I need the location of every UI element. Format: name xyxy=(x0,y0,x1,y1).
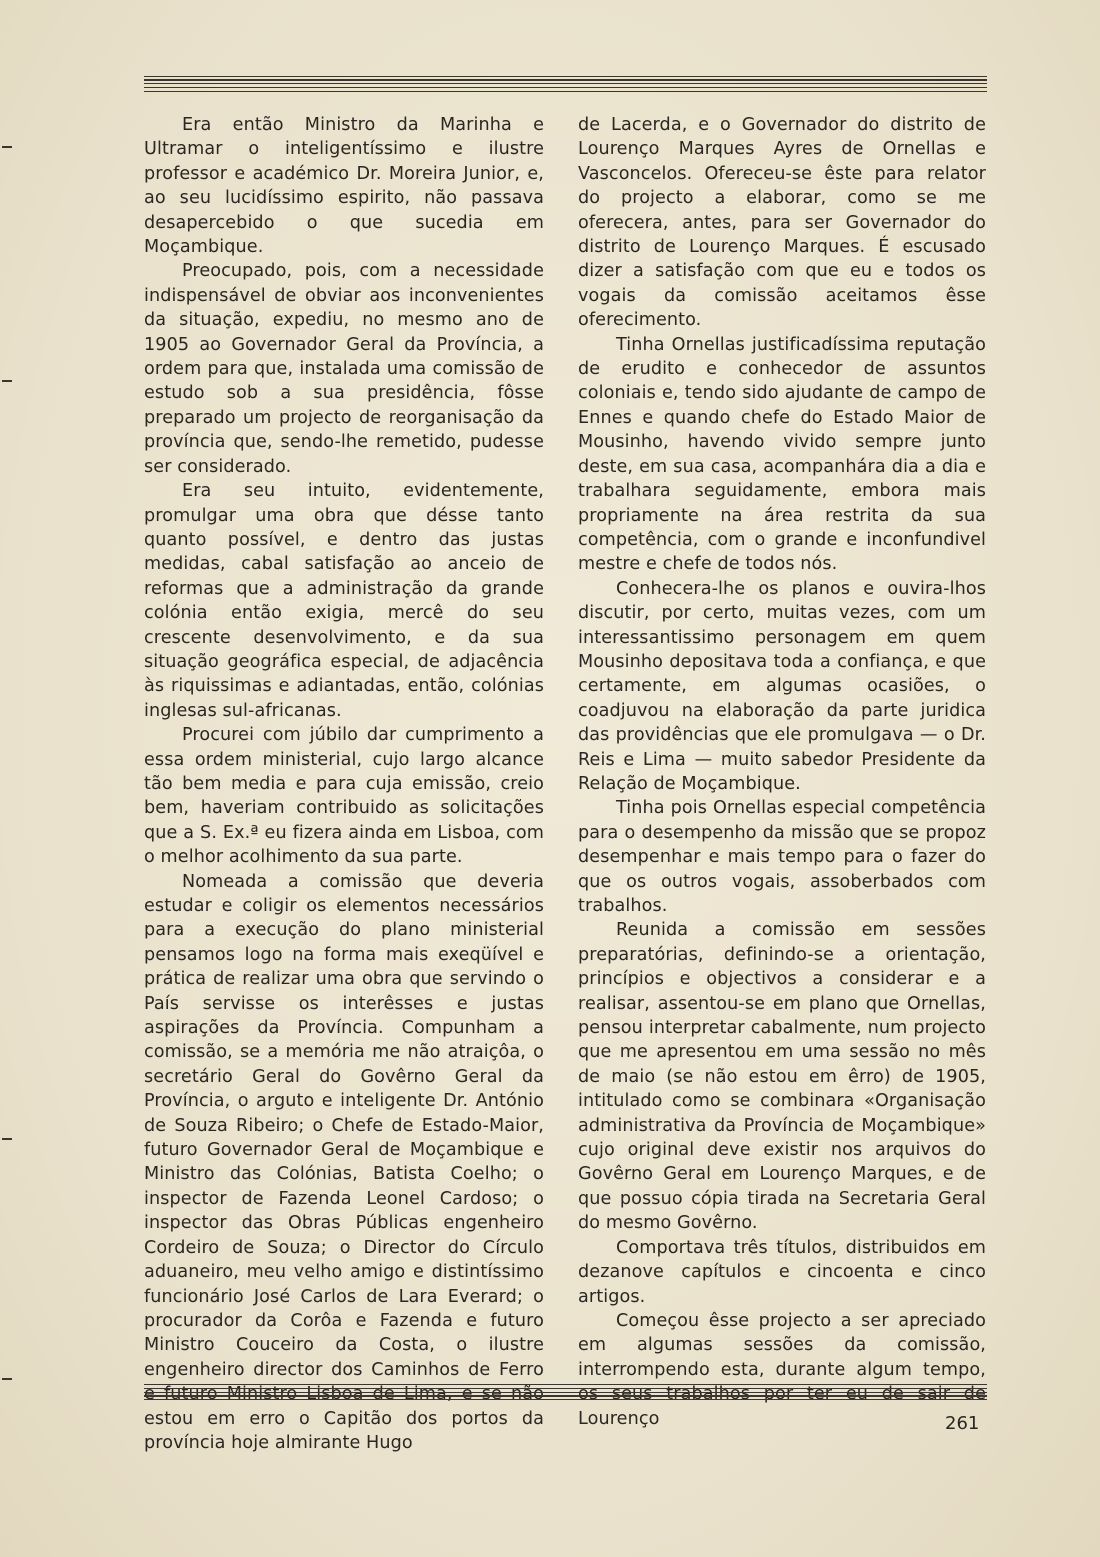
edge-mark xyxy=(2,146,12,148)
edge-mark xyxy=(2,1378,12,1380)
paragraph: Era então Ministro da Marinha e Ultramar o inteligentíssimo e ilustre professor e académico Dr. Moreira Junior, e, ao seu lucidíssimo espirito, não passava desapercebido o que sucedia em Moçambique. xyxy=(144,115,544,258)
top-rule xyxy=(144,76,987,92)
paragraph: Reunida a comissão em sessões preparatórias, definindo-se a orientação, princípios e objectivos a considerar e a realisar, assentou-se em plano que Ornellas, pensou interpretar cabalmente, num projecto que me apresentou em uma sessão no mês de maio (se não estou em êrro) de 1905, intitulado como se combinara «Organisação administrativa da Província de Moçambique» cujo original deve existir nos arquivos do Govêrno Geral em Lourenço Marques, e de que possuo cópia tirada na Secretaria Geral do mesmo Govêrno. xyxy=(578,920,986,1234)
page-number: 261 xyxy=(945,1413,980,1434)
paragraph: Começou êsse projecto a ser apreciado em algumas sessões da comissão, interrompendo esta, durante algum tempo, Lourenço xyxy=(578,1310,986,1429)
paragraph: Tinha Ornellas justificadíssima reputação de erudito e conhecedor de assuntos coloniais e, tendo sido ajudante de campo de Ennes e quando chefe do Estado Maior de Mousinho, havendo vivido sempre junto deste, em sua casa, acompanhára dia a dia e trabalhara seguidamente, embora mais propriamente na área restrita da sua competência, com o grande e inconfundivel mestre e chefe de todos nós. xyxy=(578,334,986,575)
paragraph: Conhecera-lhe os planos e ouvira-lhos discutir, por certo, muitas vezes, com um interessantissimo personagem em quem Mousinho depositava toda a confiança, e que certamente, em algumas ocasiões, o coadjuvou na elaboração da parte juridica das providências que ele promulgava — o Dr. Reis e Lima — muito sabedor Presidente da Relação de Moçambique. xyxy=(578,578,986,794)
edge-mark xyxy=(2,1138,12,1140)
paragraph: Era seu intuito, evidentemente, promulgar uma obra que désse tanto quanto possível, e dentro das justas medidas, cabal satisfação ao anceio de reformas que a administração da grande colónia então exigia, mercê do seu crescente desenvolvimento, e da sua situação geográfica especial, de adjacência às riquissimas e adiantadas, então, colónias inglesas sul-africanas. xyxy=(144,481,544,721)
paragraph: de Lacerda, e o Governador do distrito de Lourenço Marques Ayres de Ornellas e Vasconcelos. Ofereceu-se êste para relator do projecto a elaborar, como se me oferecera, antes, para ser Governador do distrito de Lourenço Marques. É escusado dizer a satisfação com que eu e todos os vogais da comissão aceitamos êsse oferecimento. xyxy=(578,115,986,331)
edge-mark xyxy=(2,380,12,382)
paragraph: Nomeada a comissão que deveria estudar e coligir os elementos necessários para a execução do plano ministerial pensamos logo na forma mais exeqüível e prática de realizar uma obra que servindo o País servisse os interêsses e justas aspirações da Província. Compunham a comissão, se a memória me não atraiçôa, o secretário Geral do Govêrno Geral da Província, o arguto e inteligente Dr. António de Souza Ribeiro; o Chefe de Estado-Maior, futuro Governador Geral de Moçambique e Ministro das Colónias, Batista Coelho; o inspector de Fazenda Leonel Cardoso; o inspector das Obras Públicas engenheiro Cordeiro de Souza; o Director do Círculo aduaneiro, meu velho amigo e distintíssimo funcionário José Carlos de Lara Everard; o procurador da Corôa e Fazenda e futuro Ministro Couceiro da Costa, o ilustre engenheiro director dos Caminhos de Ferro estou em erro o Capitão dos portos da província hoje almirante Hugo xyxy=(144,871,544,1453)
paragraph: Preocupado, pois, com a necessidade indispensável de obviar aos inconvenientes da situação, expediu, no mesmo ano de 1905 ao Governador Geral da Província, a ordem para que, instalada uma comissão de estudo sob a sua presidência, fôsse preparado um projecto de reorganisação da província que, sendo-lhe remetido, pudesse ser considerado. xyxy=(144,261,544,477)
right-column xyxy=(578,113,986,1431)
paragraph: Procurei com júbilo dar cumprimento a essa ordem ministerial, cujo largo alcance tão bem media e para cuja emissão, creio bem, haveriam contribuido as solicitações que a S. Ex.ª eu fizera ainda em Lisboa, com o melhor acolhimento da sua parte. xyxy=(144,725,544,868)
paragraph: Tinha pois Ornellas especial competência para o desempenho da missão que se propoz desempenhar e mais tempo para o fazer do que os outros vogais, assoberbados com trabalhos. xyxy=(578,798,986,916)
paragraph: Comportava três títulos, distribuidos em dezanove capítulos e cincoenta e cinco artigos. xyxy=(578,1237,986,1307)
bottom-rule xyxy=(144,1384,987,1400)
left-column xyxy=(144,113,544,1455)
